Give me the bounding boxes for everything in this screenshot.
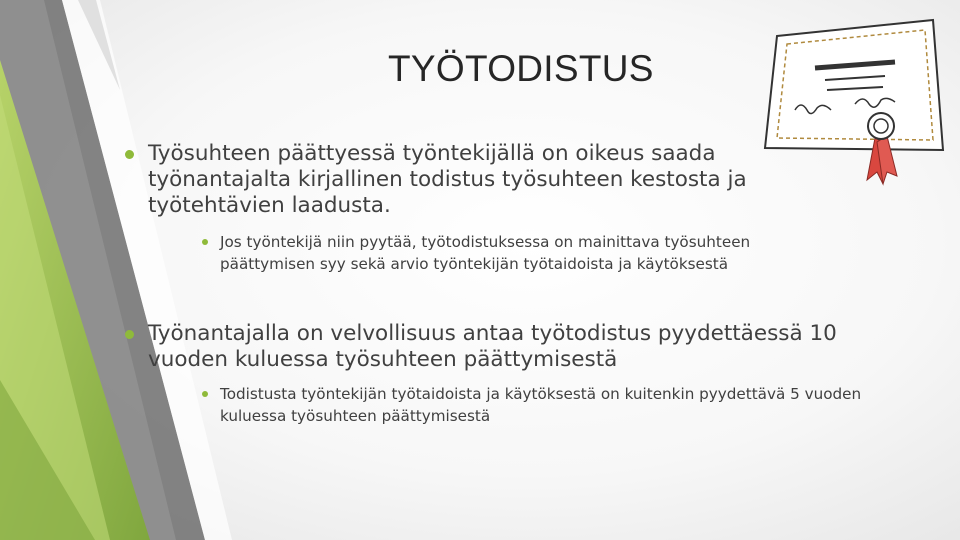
sub-bullet-termination-reason — [196, 232, 836, 275]
sub-bullet-five-year-limit — [196, 384, 896, 427]
slide-title: TYÖTODISTUS — [388, 48, 654, 89]
bullet-text: Jos työntekijä niin pyytää, työtodistuksessa on mainittava työsuhteen päättymisen syy sekä arvio työntekijän työtaidoista ja käytöksestä — [220, 233, 751, 273]
bullet-dot — [202, 391, 208, 397]
certificate-icon — [755, 18, 955, 198]
bullet-employment-certificate-right — [120, 141, 760, 219]
bullet-text: Todistusta työntekijän työtaidoista ja käytöksestä on kuitenkin pyydettävä 5 vuoden kuluessa työsuhteen päättymisestä — [220, 385, 862, 425]
bullet-dot — [125, 150, 134, 159]
bullet-dot — [125, 330, 134, 339]
bullet-text: Työsuhteen päättyessä työntekijällä on oikeus saada työnantajalta kirjallinen todistus työsuhteen kestosta ja työtehtävien laadusta. — [148, 141, 747, 218]
bullet-dot — [202, 239, 208, 245]
bullet-employer-obligation — [120, 321, 880, 373]
bullet-text: Työnantajalla on velvollisuus antaa työtodistus pyydettäessä 10 vuoden kuluessa työsuhteen päättymisestä — [148, 321, 837, 372]
